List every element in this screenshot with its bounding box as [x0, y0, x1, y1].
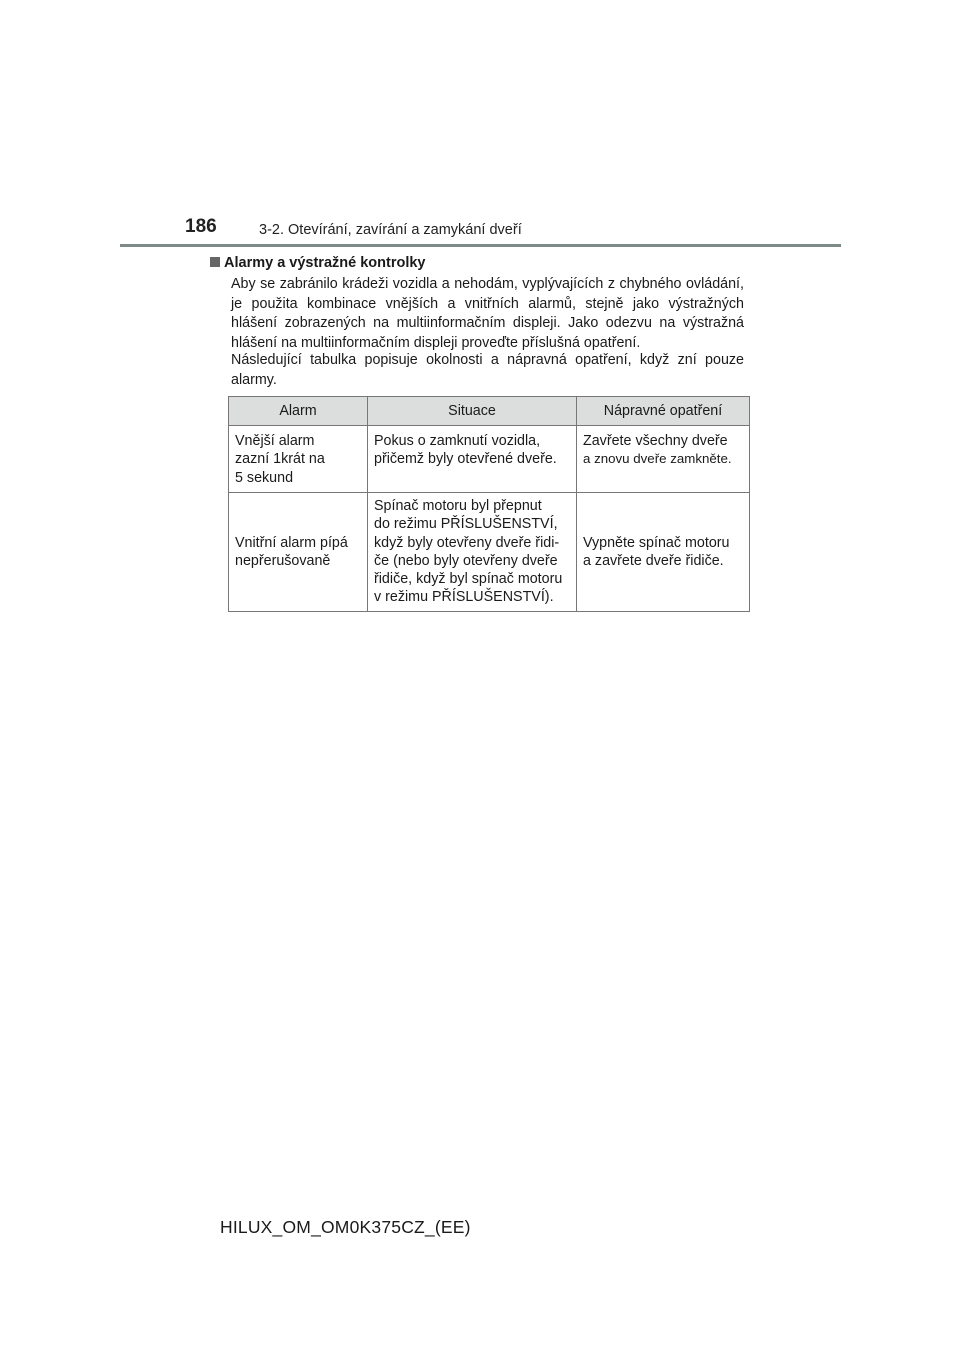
cell-line: a zavřete dveře řidiče.: [583, 552, 724, 569]
cell-line: Zavřete všechny dveře: [583, 433, 728, 449]
remedy-cell: [577, 493, 750, 612]
chapter-title: 3-2. Otevírání, zavírání a zamykání dveří: [259, 222, 522, 238]
section-heading: [210, 255, 425, 271]
cell-line: Pokus o zamknutí vozidla,: [374, 433, 541, 449]
cell-line: Vnější alarm: [235, 433, 315, 449]
cell-line: Vypněte spínač motoru: [583, 534, 730, 551]
cell-line: do režimu PŘÍSLUŠENSTVÍ,: [374, 516, 558, 533]
table-row: [229, 426, 750, 493]
cell-line: a znovu dveře zamkněte.: [583, 451, 732, 467]
cell-line: Spínač motoru byl přepnut: [374, 498, 542, 514]
cell-line: nepřerušovaně: [235, 552, 331, 569]
table-intro-paragraph: Následující tabulka popisuje okolnosti a nápravná opatření, když zní pouze alarmy.: [231, 352, 744, 388]
page-number: 186: [185, 216, 217, 237]
column-header-alarm: Alarm: [229, 397, 368, 426]
cell-line: v režimu PŘÍSLUŠENSTVÍ).: [374, 589, 554, 606]
cell-line: 5 sekund: [235, 469, 294, 486]
alarm-cell: [229, 493, 368, 612]
header-rule: [120, 244, 841, 247]
column-header-situation: Situace: [368, 397, 577, 426]
cell-line: řidiče, když byl spínač motoru: [374, 571, 563, 588]
alarm-cell: [229, 426, 368, 493]
bullet-square-icon: [210, 257, 220, 267]
situation-cell: [368, 493, 577, 612]
cell-line: když byly otevřeny dveře řidi-: [374, 534, 560, 551]
cell-line: če (nebo byly otevřeny dveře: [374, 552, 558, 569]
table-row: [229, 493, 750, 612]
cell-line: přičemž byly otevřené dveře.: [374, 451, 557, 468]
column-header-remedy: Nápravné opatření: [577, 397, 750, 426]
table-header-row: [229, 397, 750, 426]
remedy-cell: [577, 426, 750, 493]
cell-line: Vnitřní alarm pípá: [235, 534, 348, 551]
alarm-table: [228, 396, 750, 612]
section-heading-text: Alarmy a výstražné kontrolky: [224, 255, 426, 271]
cell-line: zazní 1krát na: [235, 451, 325, 468]
intro-paragraph: Aby se zabránilo krádeži vozidla a nehodám, vyplývajících z chybného ovládání, je použita kombinace vnějších a vnitřních alarmů, stejně jako výstražných hlášení zobrazených na multiinformačním displeji. Jako odezvu na výstražná hlášení na multiinformačním displeji proveďte příslušná opatření.: [231, 276, 744, 351]
footer-doc-code: HILUX_OM_OM0K375CZ_(EE): [220, 1217, 471, 1237]
situation-cell: [368, 426, 577, 493]
